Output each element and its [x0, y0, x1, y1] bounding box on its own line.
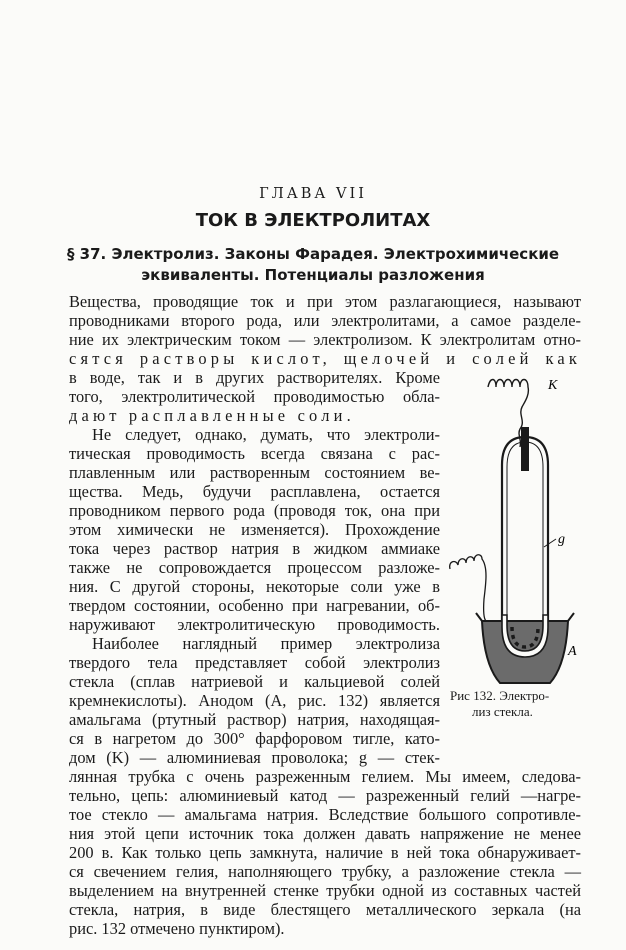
text-line: тическая проводимость всегда связана с рас- [69, 444, 440, 463]
text-line: Наиболее наглядный пример электролиза [92, 634, 440, 653]
text-line: Вещества, проводящие ток и при этом разлагающиеся, называют [69, 292, 581, 311]
text-line: ние их электрическим током — электролизом. К электролитам отно- [69, 330, 581, 349]
text-line: лянная трубка с очень разреженным гелием. Мы имеем, следова- [69, 767, 581, 786]
label-a: A [568, 644, 577, 659]
text-line: наруживают электролитическую проводимость. [69, 615, 440, 634]
text-line: щества. Медь, будучи расплавлена, остается [69, 482, 440, 501]
glass-tube-inner [507, 442, 543, 651]
text-line: тое стекло — амальгама натрия. Вследствие большого сопротивле- [69, 805, 581, 824]
text-line: стекла, натрия, в виде блестящего металлического зеркала (на [69, 900, 581, 919]
text-line: ния этой цепи источник тока должен давать напряжение не менее [69, 824, 581, 843]
text-line: тока через раствор натрия в жидком аммиаке [69, 539, 440, 558]
text-line: плавленным или растворенным состоянием ве- [69, 463, 440, 482]
text-line: дают расплавленные соли. [69, 406, 355, 425]
section-heading [0, 244, 626, 286]
anode-wire-coil [450, 555, 486, 621]
text-line: проводником первого рода (проводя ток, она при [69, 501, 440, 520]
text-line: твердого тела представляет собой электролиз [69, 653, 440, 672]
text-line: того, электролитической проводимостью обла- [69, 387, 440, 406]
chapter-title: ТОК В ЭЛЕКТРОЛИТАХ [195, 210, 431, 231]
text-line: сятся растворы кислот, щелочей и солей как [69, 349, 581, 368]
text-line: ся в нагретом до 300° фарфоровом тигле, като- [69, 729, 440, 748]
text-line: в воде, так и в других растворителях. Кроме [69, 368, 440, 387]
crucible-rim [476, 613, 574, 621]
label-g: g [558, 532, 565, 547]
text-line: кремнекислоты). Анодом (A, рис. 132) является [69, 691, 440, 710]
chapter-number: ГЛАВА VII [259, 186, 367, 202]
text-line: амальгама (ртутный раствор) натрия, находящая- [69, 710, 440, 729]
figure-caption-line-2: лиз стекла. [472, 704, 533, 719]
cathode-rod [521, 427, 529, 471]
electrolysis-figure [440, 365, 610, 685]
text-line: стекла (сплав натриевой и кальциевой солей [69, 672, 440, 691]
text-line: проводниками второго рода, или электролитами, а самое разделе- [69, 311, 581, 330]
text-line: ния. С другой стороны, некоторые соли уже в [69, 577, 440, 596]
text-line: твердом состоянии, особенно при нагревании, об- [69, 596, 440, 615]
text-line: Не следует, однако, думать, что электроли- [92, 425, 440, 444]
section-heading-line-2: эквиваленты. Потенциалы разложения [141, 266, 485, 284]
text-line: выделением на внутренней стенке трубки одной из составных частей [69, 881, 581, 900]
figure-caption [450, 688, 590, 720]
section-heading-line-1: § 37. Электролиз. Законы Фарадея. Электрохимические [66, 245, 560, 263]
text-line: этом химически не изменяется). Прохождение [69, 520, 440, 539]
text-line: 200 в. Как только цепь замкнута, наличие в ней тока обнаруживает- [69, 843, 581, 862]
label-k: К [548, 378, 558, 393]
figure-caption-line-1: Рис 132. Электро- [450, 688, 550, 703]
text-line: дом (K) — алюминиевая проволока; g — стек- [69, 748, 440, 767]
text-line: также не сопровождается процессом разложе- [69, 558, 440, 577]
text-line: тельно, цепь: алюминиевый катод — разреженный гелий —нагре- [69, 786, 581, 805]
text-line: ся свечением гелия, наполняющего трубку, а разложение стекла — [69, 862, 581, 881]
text-line: рис. 132 отмечено пунктиром). [69, 919, 285, 938]
